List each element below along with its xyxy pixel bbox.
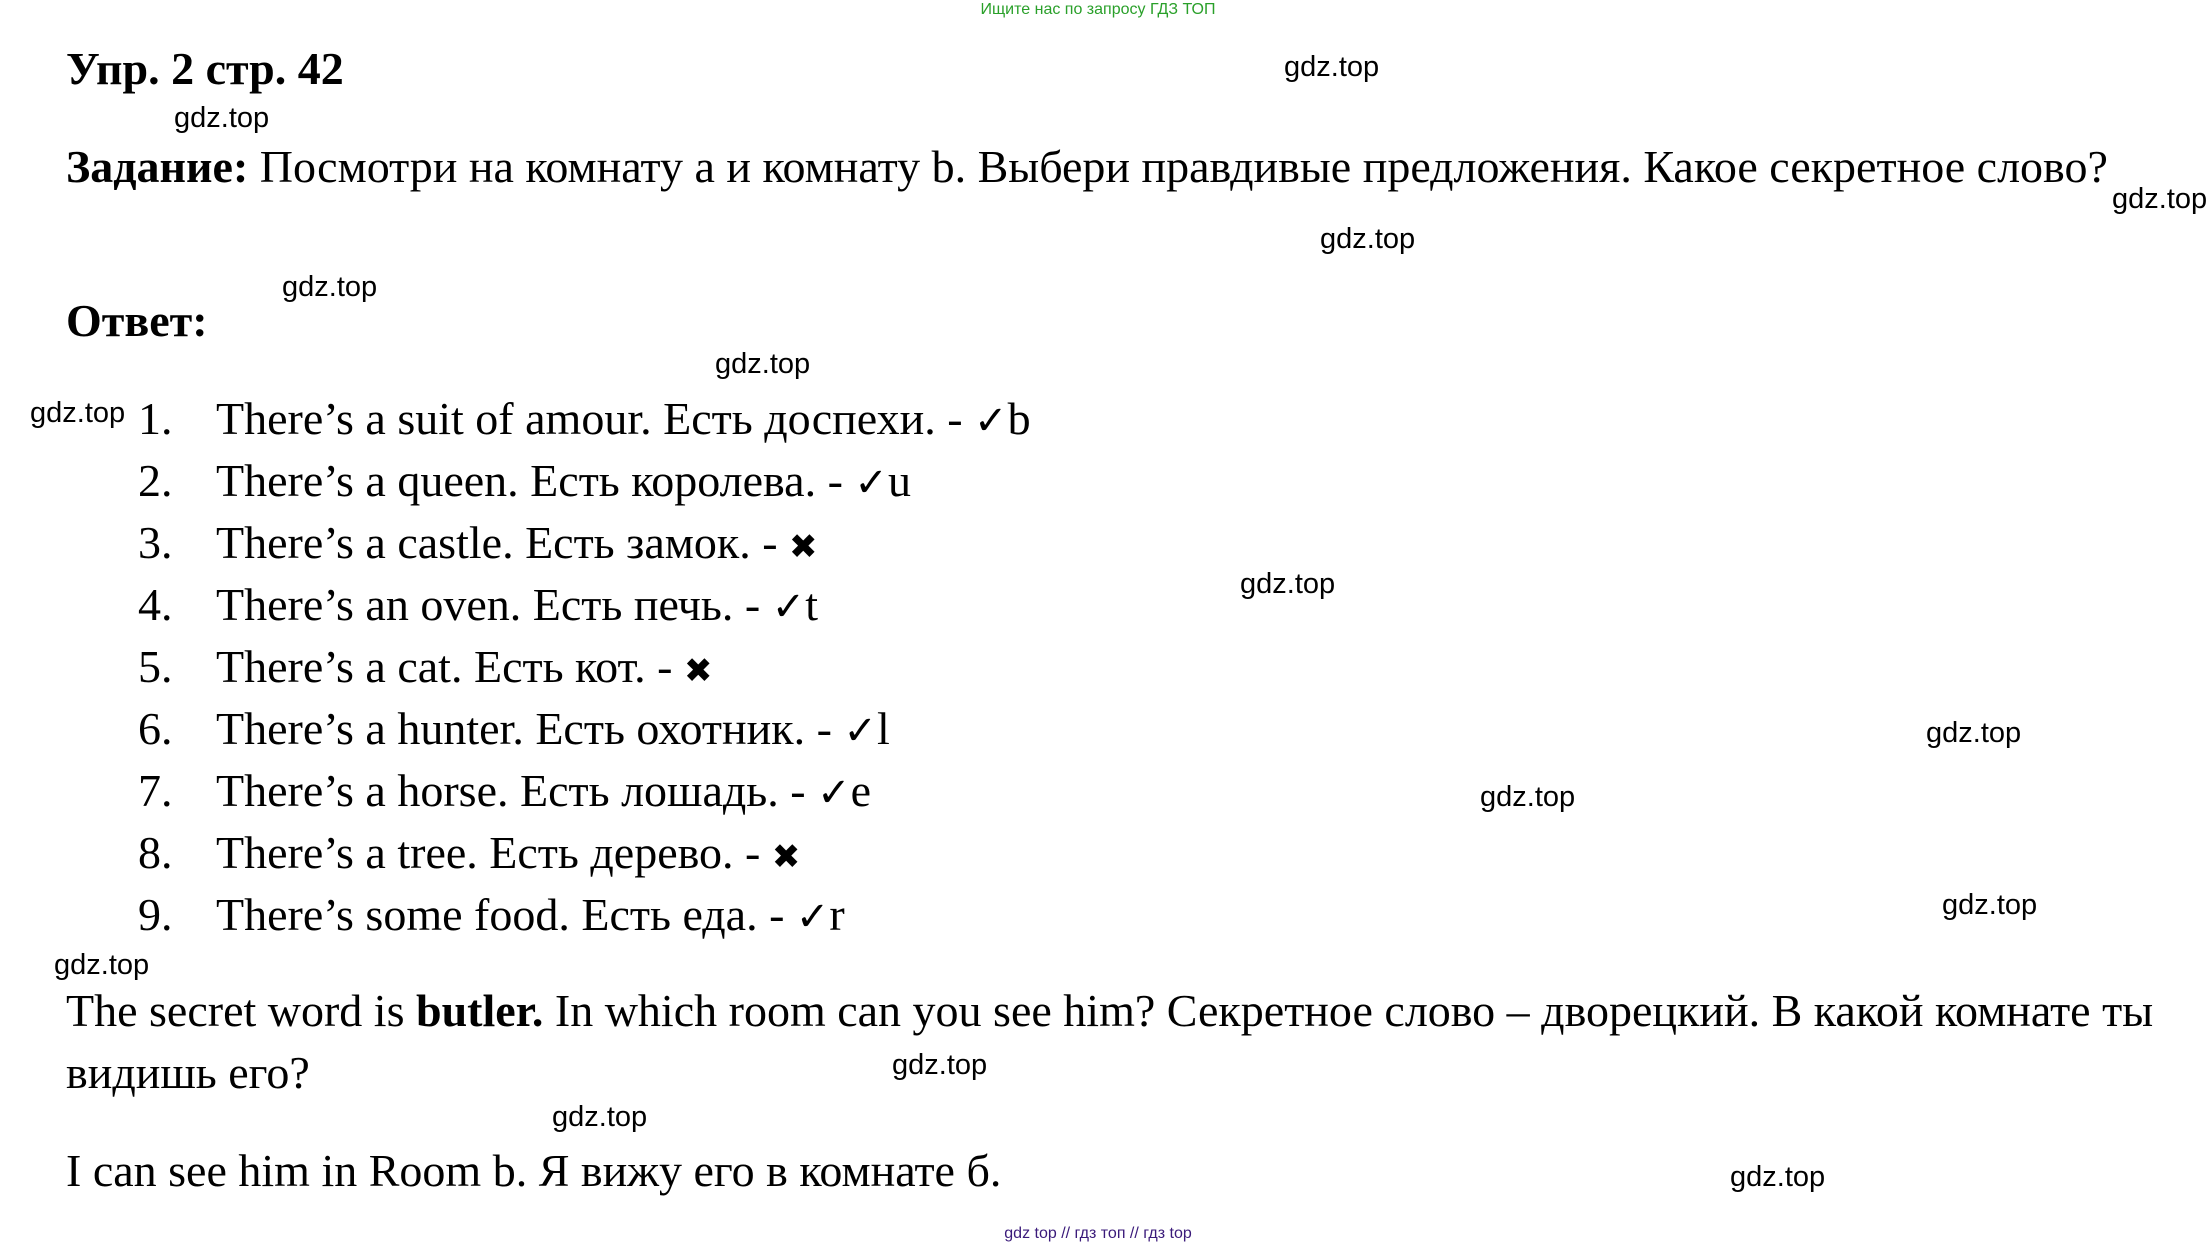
cross-icon: ✖: [771, 837, 801, 877]
item-letter: r: [829, 889, 845, 940]
item-text: There’s some food. Есть еда. -: [216, 889, 796, 940]
check-icon: ✓: [771, 584, 806, 630]
final-answer: I can see him in Room b. Я вижу его в комнате б.: [66, 1145, 1002, 1196]
item-text: There’s a hunter. Есть охотник. -: [216, 703, 844, 754]
watermark: gdz.top: [1480, 781, 1576, 813]
search-banner: Ищите нас по запросу ГДЗ ТОП: [980, 1, 1216, 18]
answer-label: Ответ:: [66, 295, 208, 346]
task-text: Посмотри на комнату а и комнату b. Выбери правдивые предложения. Какое секретное слово?: [248, 141, 2108, 192]
item-text-wrap: [216, 388, 1031, 452]
footer-links: gdz top // гдз топ // гдз top: [1004, 1225, 1192, 1242]
item-number: 2.: [138, 455, 173, 506]
item-text: There’s a queen. Есть королева. -: [216, 455, 855, 506]
item-letter: l: [876, 703, 890, 754]
item-letter: b: [1007, 393, 1031, 444]
watermark: gdz.top: [552, 1101, 648, 1133]
item-number: 1.: [138, 393, 173, 444]
item-text: There’s a horse. Есть лошадь. -: [216, 765, 818, 816]
item-text-wrap: [216, 822, 800, 888]
watermark: gdz.top: [1942, 889, 2038, 921]
item-text-wrap: [216, 760, 871, 824]
watermark: gdz.top: [715, 348, 811, 380]
secret-before: The secret word is: [66, 985, 416, 1036]
item-text-wrap: [216, 574, 818, 638]
item-text-wrap: [216, 698, 890, 762]
check-icon: ✓: [817, 770, 851, 816]
watermark: gdz.top: [892, 1049, 988, 1081]
cross-icon: ✖: [789, 527, 818, 567]
page-title: Упр. 2 стр. 42: [66, 43, 344, 94]
secret-word-paragraph: [66, 980, 2176, 1104]
watermark: gdz.top: [1730, 1161, 1826, 1193]
item-letter: t: [805, 579, 818, 630]
item-letter: u: [887, 455, 911, 506]
watermark: gdz.top: [1240, 568, 1336, 600]
item-number: 8.: [138, 827, 173, 878]
item-number: 4.: [138, 579, 173, 630]
watermark: gdz.top: [1320, 223, 1416, 255]
item-text: There’s an oven. Есть печь. -: [216, 579, 772, 630]
secret-word: butler.: [416, 985, 544, 1036]
watermark: gdz.top: [54, 949, 150, 981]
item-text: There’s a cat. Есть кот. -: [216, 641, 684, 692]
watermark: gdz.top: [1284, 51, 1380, 83]
item-number: 9.: [138, 889, 173, 940]
task-label: Задание:: [66, 141, 249, 192]
cross-icon: ✖: [683, 651, 713, 691]
watermark: gdz.top: [30, 397, 126, 429]
item-number: 7.: [138, 765, 173, 816]
item-number: 5.: [138, 641, 173, 692]
watermark: gdz.top: [282, 271, 378, 303]
check-icon: ✓: [974, 398, 1008, 444]
watermark: gdz.top: [2112, 183, 2207, 215]
item-number: 6.: [138, 703, 173, 754]
task-paragraph: [66, 136, 2176, 198]
item-text: There’s a suit of amour. Есть доспехи. -: [216, 393, 975, 444]
watermark: gdz.top: [1926, 717, 2022, 749]
item-letter: e: [850, 765, 872, 816]
item-number: 3.: [138, 517, 173, 568]
item-text-wrap: [216, 884, 845, 948]
item-text: There’s a tree. Есть дерево. -: [216, 827, 772, 878]
item-text-wrap: [216, 512, 818, 578]
check-icon: ✓: [854, 460, 888, 506]
check-icon: ✓: [795, 894, 830, 940]
check-icon: ✓: [843, 708, 877, 754]
item-text-wrap: [216, 450, 911, 514]
item-text-wrap: [216, 636, 712, 702]
item-text: There’s a castle. Есть замок. -: [216, 517, 790, 568]
watermark: gdz.top: [174, 102, 270, 134]
secret-after: In which room can you see him? Секретное слово – дворецкий. В какой комнате ты видишь его?: [66, 985, 2154, 1098]
